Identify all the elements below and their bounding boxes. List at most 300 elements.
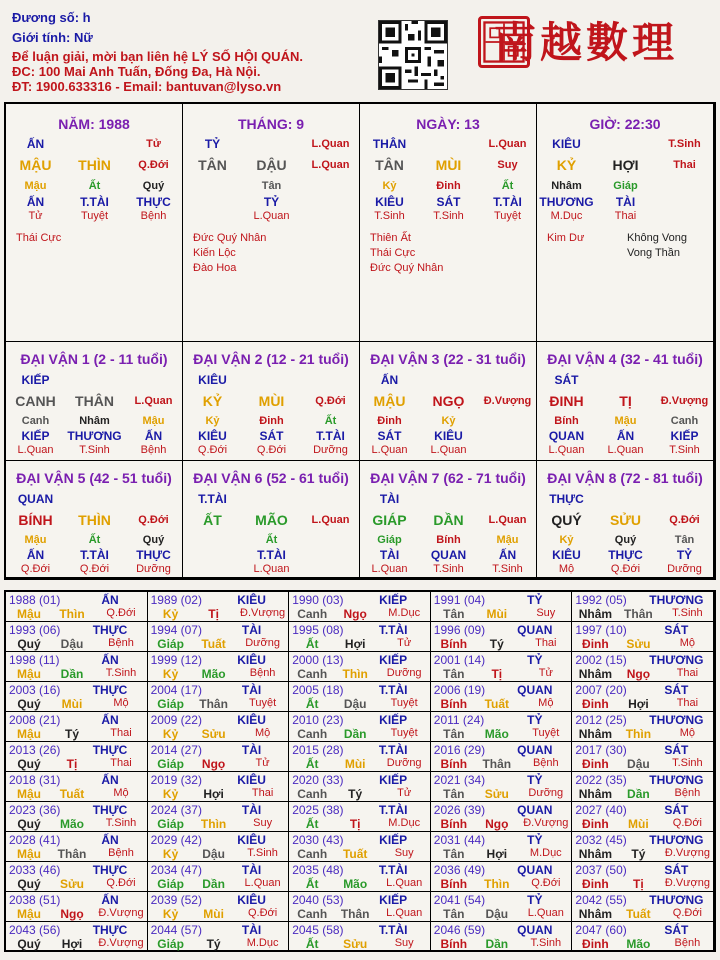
year-ts: T.Sinh: [672, 757, 703, 769]
year-than: TÀI: [241, 683, 262, 697]
year-label: 2012 (25): [575, 713, 627, 727]
hidden-than: T.TÀI: [80, 548, 109, 562]
year-cell: [572, 682, 714, 712]
year-cell: [289, 862, 431, 892]
daivan-chi: SỬU: [609, 512, 642, 528]
year-can: Tân: [443, 607, 465, 621]
pillar-can: MẬU: [19, 157, 52, 173]
year-than: TỶ: [527, 593, 543, 607]
hidden-than: QUAN: [548, 429, 585, 443]
year-can: Mậu: [17, 667, 41, 681]
hidden-than: SÁT: [377, 429, 402, 443]
qr-code-icon: [378, 20, 448, 90]
year-can: Giáp: [157, 937, 184, 951]
year-ts: T.Sinh: [530, 937, 562, 949]
year-ts: M.Dục: [388, 607, 421, 619]
year-ts: Tuyệt: [532, 727, 560, 739]
hidden-than: SÁT: [436, 195, 461, 209]
hidden-stem: Bính: [554, 415, 579, 427]
pillar-star: Thái Cực: [16, 232, 62, 244]
year-chi: Thân: [624, 607, 653, 621]
year-cell: [572, 652, 714, 682]
year-label: 2022 (35): [575, 773, 627, 787]
year-than: KIẾP: [379, 593, 408, 607]
hidden-ts: Bệnh: [140, 210, 167, 222]
year-can: Nhâm: [578, 727, 613, 741]
year-cell: [431, 622, 573, 652]
year-than: THỰC: [92, 863, 128, 877]
year-chi: Dần: [627, 787, 650, 801]
year-label: 1989 (02): [150, 593, 202, 607]
year-can: Bính: [440, 697, 468, 711]
hidden-stem: Kỷ: [441, 415, 456, 427]
year-cell: [148, 772, 290, 802]
year-chi: Thìn: [59, 607, 85, 621]
year-than: QUAN: [517, 803, 553, 817]
year-ts: Q.Đới: [247, 907, 278, 919]
hidden-ts: L.Quan: [253, 210, 290, 222]
year-ts: Mộ: [113, 697, 129, 709]
year-chi: Hợi: [61, 937, 83, 951]
daivan-title: ĐẠI VẬN 5 (42 - 51 tuổi): [16, 470, 172, 486]
address: ĐC: 100 Mai Anh Tuấn, Đống Đa, Hà Nội.: [12, 64, 261, 79]
year-cell: [572, 802, 714, 832]
daivan-than: THỰC: [549, 492, 584, 506]
year-chi: Tị: [349, 817, 361, 831]
year-chi: Mão: [201, 667, 226, 681]
year-chi: Mùi: [61, 697, 83, 711]
year-ts: Đ.Vượng: [240, 607, 286, 619]
year-label: 2023 (36): [9, 803, 61, 817]
year-than: THƯƠNG: [649, 833, 704, 847]
year-label: 2044 (57): [150, 923, 202, 937]
hidden-ts: L.Quan: [371, 563, 408, 575]
year-ts: Đ.Vượng: [98, 937, 144, 949]
year-chi: Dậu: [60, 637, 84, 651]
year-than: TỶ: [527, 653, 543, 667]
year-cell: [431, 712, 573, 742]
year-chi: Mùi: [628, 817, 649, 831]
year-can: Đinh: [582, 757, 609, 771]
hidden-than: KIÊU: [375, 195, 404, 209]
year-chi: Sửu: [484, 787, 509, 801]
hidden-ts: Mộ: [558, 563, 575, 575]
hidden-than: KIẾP: [21, 429, 50, 443]
daivan-can: CANH: [15, 393, 56, 409]
year-label: 2025 (38): [292, 803, 344, 817]
year-than: ẤN: [101, 773, 119, 787]
year-chi: Tý: [64, 727, 79, 741]
year-chi: Ngọ: [626, 667, 651, 681]
year-cell: [148, 712, 290, 742]
year-ts: Dưỡng: [245, 637, 280, 649]
hidden-ts: T.Sinh: [492, 563, 523, 575]
year-chi: Tuất: [484, 697, 510, 711]
year-cell: [572, 742, 714, 772]
year-cell: [431, 742, 573, 772]
pillar-than-top-right: L.Quan: [311, 138, 350, 150]
year-can: Giáp: [157, 697, 184, 711]
hidden-ts: Q.Đới: [610, 563, 641, 575]
year-label: 2029 (42): [150, 833, 202, 847]
year-than: THỰC: [92, 743, 128, 757]
year-label: 2031 (44): [433, 833, 486, 847]
year-cell: [148, 892, 290, 922]
daivan-ts: Q.Đới: [138, 514, 169, 526]
hidden-than: ẤN: [498, 548, 517, 562]
hidden-stem: Quý: [614, 534, 637, 546]
pillar-chi: DẬU: [256, 157, 287, 173]
year-ts: T.Sinh: [105, 667, 137, 679]
hidden-ts: Q.Đới: [20, 563, 51, 575]
year-chi: Mão: [343, 877, 368, 891]
pillar-than-top: ẤN: [26, 137, 45, 151]
year-chi: Sửu: [343, 937, 368, 951]
year-than: TỶ: [527, 713, 543, 727]
year-label: 2009 (22): [150, 713, 202, 727]
year-than: SÁT: [664, 923, 689, 937]
year-ts: M.Dục: [246, 937, 279, 949]
hidden-ts: Tuyệt: [80, 210, 109, 222]
year-ts: Thai: [110, 727, 132, 739]
hidden-than: SÁT: [259, 429, 284, 443]
year-can: Canh: [297, 727, 328, 741]
year-cell: [289, 682, 431, 712]
year-can: Nhâm: [578, 847, 613, 861]
year-chi: Tị: [66, 757, 78, 771]
year-chi: Tý: [348, 787, 363, 801]
year-than: ẤN: [101, 833, 119, 847]
year-cell: [6, 892, 148, 922]
year-ts: Thai: [676, 667, 699, 679]
year-can: Bính: [440, 757, 468, 771]
brand-logo: 南越數理: [494, 18, 679, 67]
year-cell: [148, 832, 290, 862]
year-ts: Thai: [251, 787, 274, 799]
year-label: 2016 (29): [433, 743, 486, 757]
year-ts: Mộ: [679, 637, 696, 649]
year-cell: [289, 922, 431, 952]
year-chi: Tị: [208, 607, 219, 621]
year-chi: Dậu: [627, 757, 650, 771]
year-label: 2018 (31): [9, 773, 61, 787]
year-than: QUAN: [517, 683, 553, 697]
hidden-ts: T.Sinh: [433, 210, 464, 222]
year-chi: Mão: [626, 937, 651, 951]
pillar-than-top-right: Tử: [146, 138, 161, 150]
daivan-cell: [360, 342, 537, 461]
year-than: THƯƠNG: [649, 773, 704, 787]
year-cell: [289, 772, 431, 802]
year-label: 1990 (03): [292, 593, 344, 607]
year-ts: Đ.Vượng: [523, 817, 569, 829]
year-chi: Thìn: [625, 727, 652, 741]
daivan-title: ĐẠI VẬN 7 (62 - 71 tuổi): [370, 470, 526, 486]
year-than: KIÊU: [237, 773, 266, 787]
year-ts: M.Dục: [529, 847, 562, 859]
hidden-ts: T.Sinh: [433, 563, 464, 575]
year-label: 2002 (15): [575, 653, 627, 667]
year-ts: Tử: [397, 787, 412, 799]
daivan-than: ẤN: [380, 373, 399, 387]
year-ts: Mộ: [113, 787, 129, 799]
hidden-ts: Q.Đới: [79, 563, 110, 575]
daivan-ts: L.Quan: [488, 514, 527, 526]
year-than: TÀI: [241, 863, 262, 877]
year-label: 2010 (23): [292, 713, 344, 727]
daivan-cell: [183, 342, 360, 461]
daivan-ts: Q.Đới: [669, 514, 700, 526]
pillar-chi: HỢI: [612, 157, 639, 173]
year-label: 2047 (60): [575, 923, 627, 937]
year-cell: [289, 742, 431, 772]
year-than: SÁT: [664, 683, 689, 697]
year-ts: T.Sinh: [672, 607, 703, 619]
year-label: 2017 (30): [575, 743, 627, 757]
year-label: 2030 (43): [292, 833, 344, 847]
year-can: Canh: [297, 847, 328, 861]
year-ts: Tử: [538, 667, 553, 679]
year-chi: Tý: [206, 937, 221, 951]
pillar-chi: MÙI: [435, 157, 462, 173]
daivan-title: ĐẠI VẬN 3 (22 - 31 tuổi): [370, 351, 526, 367]
year-can: Ất: [305, 817, 319, 831]
year-chi: Hợi: [344, 637, 366, 651]
year-chi: Hợi: [486, 847, 508, 861]
daivan-than: SÁT: [554, 373, 579, 387]
daivan-can: BÍNH: [18, 512, 53, 528]
pillar-cell: [183, 104, 360, 342]
pillar-than-top-right: L.Quan: [488, 138, 527, 150]
year-ts: Mộ: [679, 727, 696, 739]
hidden-stem: Quý: [142, 534, 165, 546]
year-chi: Dần: [202, 877, 225, 891]
year-can: Đinh: [582, 697, 609, 711]
hidden-stem: Ất: [88, 534, 101, 546]
hidden-stem: Tân: [261, 180, 282, 192]
pillar-star: Đức Quý Nhân: [193, 232, 267, 244]
hidden-stem: Mậu: [496, 534, 519, 546]
year-label: 2033 (46): [9, 863, 61, 877]
year-cell: [6, 742, 148, 772]
year-label: 1996 (09): [433, 623, 486, 637]
daivan-can: ẤT: [203, 512, 222, 528]
year-than: KIÊU: [237, 833, 266, 847]
hidden-than: T.TÀI: [257, 548, 286, 562]
year-than: TÀI: [241, 923, 262, 937]
daivan-can: KỶ: [202, 393, 223, 409]
year-ts: Bệnh: [108, 847, 134, 859]
year-label: 2045 (58): [292, 923, 344, 937]
daivan-title: ĐẠI VẬN 6 (52 - 61 tuổi): [193, 470, 349, 486]
year-chi: Mùi: [203, 907, 224, 921]
hidden-stem: Đinh: [259, 415, 284, 427]
daivan-than: KIÊU: [198, 373, 227, 387]
year-label: 1998 (11): [9, 653, 60, 667]
hidden-than: THƯƠNG: [67, 429, 122, 443]
year-label: 2024 (37): [150, 803, 202, 817]
year-cell: [148, 922, 290, 952]
year-than: THƯƠNG: [649, 713, 704, 727]
year-can: Nhâm: [578, 667, 613, 681]
year-cell: [148, 862, 290, 892]
year-ts: Q.Đới: [106, 877, 136, 889]
hidden-than: TỶ: [676, 548, 693, 562]
daivan-chi: MÃO: [255, 512, 288, 528]
year-label: 1994 (07): [150, 623, 202, 637]
year-ts: Suy: [253, 817, 273, 829]
year-chi: Thân: [57, 847, 87, 861]
hidden-ts: L.Quan: [548, 444, 585, 456]
year-can: Tân: [443, 847, 465, 861]
year-than: QUAN: [517, 623, 553, 637]
hidden-stem: Mậu: [142, 415, 165, 427]
year-cell: [289, 652, 431, 682]
pillar-cell: [537, 104, 714, 342]
year-label: 2026 (39): [433, 803, 486, 817]
year-label: 2011 (24): [433, 713, 485, 727]
hidden-ts: Tử: [28, 210, 43, 222]
hidden-than: TÀI: [615, 195, 636, 209]
year-cell: [289, 712, 431, 742]
year-than: KIÊU: [237, 893, 266, 907]
daivan-title: ĐẠI VẬN 8 (72 - 81 tuổi): [547, 470, 703, 486]
hidden-stem: Tân: [674, 534, 695, 546]
hidden-stem: Kỷ: [559, 534, 574, 546]
daivan-cell: [360, 461, 537, 578]
year-ts: Tuyệt: [390, 727, 418, 739]
year-can: Kỷ: [162, 847, 179, 861]
year-cell: [6, 652, 148, 682]
year-cell: [148, 682, 290, 712]
hidden-stem: Đinh: [436, 180, 461, 192]
hidden-than: ẤN: [26, 195, 45, 209]
year-can: Tân: [443, 667, 465, 681]
hidden-stem: Ất: [324, 415, 337, 427]
year-can: Canh: [297, 607, 328, 621]
daivan-can: ĐINH: [549, 393, 584, 409]
hidden-than: TỶ: [263, 195, 280, 209]
year-can: Tân: [443, 907, 465, 921]
year-ts: Dưỡng: [386, 757, 422, 769]
year-chi: Tuất: [626, 907, 651, 921]
year-can: Mậu: [17, 727, 41, 741]
hidden-ts: Bệnh: [140, 444, 167, 456]
daivan-can: GIÁP: [372, 512, 407, 528]
year-can: Mậu: [17, 607, 41, 621]
year-label: 2004 (17): [150, 683, 202, 697]
year-can: Bính: [440, 877, 468, 891]
year-chi: Mão: [60, 817, 84, 831]
hidden-stem: Mậu: [614, 415, 637, 427]
year-label: 2035 (48): [292, 863, 344, 877]
hidden-ts: L.Quan: [607, 444, 644, 456]
year-than: TỶ: [527, 773, 543, 787]
pillar-can: KỶ: [556, 157, 577, 173]
year-cell: [289, 622, 431, 652]
year-than: THƯƠNG: [649, 653, 704, 667]
year-than: T.TÀI: [378, 743, 408, 757]
pillar-than-top: THÂN: [372, 137, 407, 151]
year-label: 1988 (01): [9, 593, 61, 607]
year-than: SÁT: [664, 743, 689, 757]
year-cell: [431, 592, 573, 622]
year-chi: Tuất: [59, 787, 85, 801]
year-can: Ất: [305, 757, 319, 771]
hidden-than: ẤN: [616, 429, 635, 443]
year-chi: Dần: [60, 667, 84, 681]
daivan-chi: TỊ: [619, 393, 632, 409]
year-cell: [572, 592, 714, 622]
year-chi: Dần: [485, 937, 509, 951]
year-cell: [572, 622, 714, 652]
year-ts: Bệnh: [674, 787, 701, 799]
daivan-than: KIẾP: [21, 373, 50, 387]
year-can: Mậu: [17, 787, 41, 801]
year-can: Giáp: [157, 757, 184, 771]
year-label: 2019 (32): [150, 773, 202, 787]
year-ts: L.Quan: [386, 907, 423, 919]
pillar-can: TÂN: [375, 157, 404, 173]
hidden-stem: Giáp: [377, 534, 402, 546]
hidden-ts: Q.Đới: [256, 444, 287, 456]
hidden-ts: Q.Đới: [197, 444, 228, 456]
year-cell: [431, 772, 573, 802]
year-ts: Bệnh: [249, 667, 276, 679]
year-ts: Dưỡng: [528, 787, 564, 799]
hidden-ts: L.Quan: [371, 444, 408, 456]
year-chi: Tý: [489, 637, 504, 651]
hidden-than: THỰC: [136, 195, 171, 209]
year-ts: Q.Đới: [531, 877, 561, 889]
year-cell: [148, 742, 290, 772]
pillar-than-top-right: T.Sinh: [668, 138, 701, 150]
year-label: 2032 (45): [575, 833, 627, 847]
year-cell: [6, 712, 148, 742]
daivan-title: ĐẠI VẬN 4 (32 - 41 tuổi): [547, 351, 703, 367]
year-chi: Sửu: [59, 877, 85, 891]
bazi-chart: [4, 102, 716, 580]
year-label: 2015 (28): [292, 743, 344, 757]
pillar-ts: Q.Đới: [138, 159, 169, 171]
year-than: KIẾP: [379, 773, 408, 787]
year-chi: Hợi: [203, 787, 224, 801]
daivan-chi: DẦN: [433, 512, 464, 528]
year-chi: Thìn: [484, 877, 510, 891]
year-ts: Suy: [394, 847, 414, 859]
year-can: Mậu: [17, 847, 41, 861]
year-ts: Q.Đới: [672, 907, 702, 919]
daivan-cell: [6, 342, 183, 461]
year-than: THỰC: [92, 803, 128, 817]
pillar-star: Thái Cực: [370, 247, 416, 259]
year-can: Ất: [305, 937, 319, 951]
pillar-title: NĂM: 1988: [58, 116, 130, 132]
hidden-stem: Ất: [265, 534, 278, 546]
daivan-than: QUAN: [17, 492, 54, 506]
hidden-stem: Canh: [670, 415, 699, 427]
year-label: 2042 (55): [575, 893, 627, 907]
year-chi: Ngọ: [485, 817, 509, 831]
year-cell: [289, 592, 431, 622]
year-chi: Dần: [343, 727, 367, 741]
year-than: ẤN: [101, 593, 119, 607]
year-can: Quý: [17, 757, 41, 771]
year-ts: Đ.Vượng: [664, 877, 710, 889]
year-than: THƯƠNG: [649, 893, 704, 907]
daivan-can: QUÝ: [551, 512, 582, 528]
year-chi: Tuất: [342, 847, 368, 861]
